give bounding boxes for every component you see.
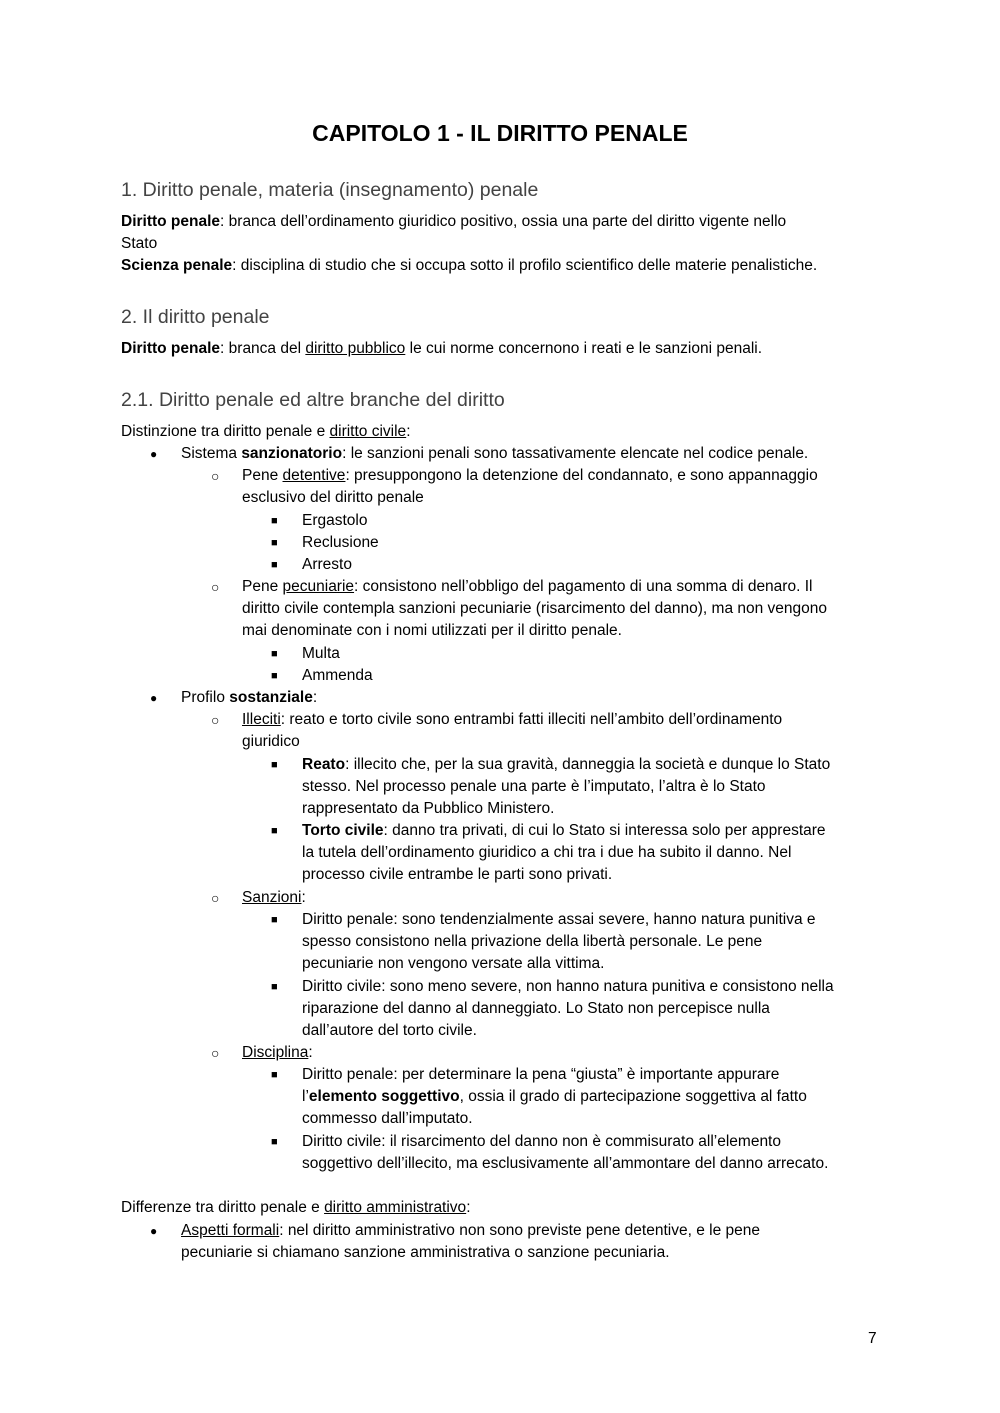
list-item-ergastolo: Ergastolo	[302, 512, 368, 529]
list-item-reclusione: Reclusione	[302, 534, 379, 551]
list-item-disciplina: Disciplina:	[242, 1044, 313, 1061]
list-item-continuation: commesso dall’imputato.	[302, 1110, 473, 1127]
square-bullet-icon: ■	[271, 648, 278, 660]
disc-bullet-icon: ●	[150, 447, 158, 461]
list-item-disciplina-penale: Diritto penale: per determinare la pena “giusta” è importante appurare	[302, 1066, 780, 1083]
list-item-continuation: esclusivo del diritto penale	[242, 489, 424, 506]
paragraph-scienza-penale: Scienza penale: disciplina di studio che si occupa sotto il profilo scientifico delle materie penalistiche.	[121, 257, 818, 274]
term-scienza-penale: Scienza penale	[121, 257, 233, 274]
underlined-term: diritto pubblico	[305, 340, 406, 357]
section-heading-1: 1. Diritto penale, materia (insegnamento) penale	[121, 179, 539, 201]
chapter-title: CAPITOLO 1 - IL DIRITTO PENALE	[312, 120, 688, 146]
list-item-continuation: spesso consistono nella privazione della libertà personale. Le pene	[302, 933, 763, 950]
list-item-continuation: pecuniarie si chiamano sanzione amministrativa o sanzione pecuniaria.	[181, 1244, 670, 1261]
list-item-continuation: dall’autore del torto civile.	[302, 1022, 477, 1039]
list-item-continuation: stesso. Nel processo penale una parte è l’imputato, l’altra è lo Stato	[302, 778, 766, 795]
circle-bullet-icon: ○	[211, 579, 220, 595]
list-item-ammenda: Ammenda	[302, 667, 373, 684]
list-item-continuation: processo civile entrambe le parti sono privati.	[302, 866, 613, 883]
intro-diritto-civile: Distinzione tra diritto penale e diritto civile:	[121, 423, 411, 440]
square-bullet-icon: ■	[271, 537, 278, 549]
list-item-continuation: rappresentato da Pubblico Ministero.	[302, 800, 555, 817]
square-bullet-icon: ■	[271, 559, 278, 571]
page-number: 7	[868, 1330, 877, 1347]
list-item-continuation: diritto civile contempla sanzioni pecuniarie (risarcimento del danno), ma non vengono	[242, 600, 828, 617]
square-bullet-icon: ■	[271, 914, 278, 926]
square-bullet-icon: ■	[271, 1069, 278, 1081]
list-item-continuation: pecuniarie non vengono versate alla vittima.	[302, 955, 605, 972]
square-bullet-icon: ■	[271, 1136, 278, 1148]
list-item-sanzioni: Sanzioni:	[242, 889, 306, 906]
list-item-profilo: Profilo sostanziale:	[181, 689, 318, 706]
list-item-aspetti-formali: Aspetti formali: nel diritto amministrativo non sono previste pene detentive, e le pene	[181, 1222, 760, 1239]
paragraph-continuation: Stato	[121, 235, 158, 252]
list-item-continuation: giuridico	[242, 733, 300, 750]
square-bullet-icon: ■	[271, 515, 278, 527]
section-heading-2: 2. Il diritto penale	[121, 306, 270, 328]
term-diritto-penale: Diritto penale	[121, 213, 221, 230]
square-bullet-icon: ■	[271, 670, 278, 682]
paragraph-diritto-pubblico: Diritto penale: branca del diritto pubblico le cui norme concernono i reati e le sanzioni penali.	[121, 340, 763, 357]
list-item-continuation: soggettivo dell’illecito, ma esclusivamente all’ammontare del danno arrecato.	[302, 1155, 829, 1172]
list-item-sanzioni-civile: Diritto civile: sono meno severe, non hanno natura punitiva e consistono nella	[302, 978, 834, 995]
list-item-continuation: mai denominate con i nomi utilizzati per il diritto penale.	[242, 622, 622, 639]
disc-bullet-icon: ●	[150, 1224, 158, 1238]
circle-bullet-icon: ○	[211, 468, 220, 484]
disc-bullet-icon: ●	[150, 691, 158, 705]
list-item-arresto: Arresto	[302, 556, 352, 573]
list-item-sanzioni-penale: Diritto penale: sono tendenzialmente assai severe, hanno natura punitiva e	[302, 911, 816, 928]
square-bullet-icon: ■	[271, 825, 278, 837]
circle-bullet-icon: ○	[211, 890, 220, 906]
circle-bullet-icon: ○	[211, 1045, 220, 1061]
list-item-continuation: la tutela dell’ordinamento giuridico a chi tra i due ha subito il danno. Nel	[302, 844, 792, 861]
paragraph-diritto-penale: Diritto penale: branca dell’ordinamento giuridico positivo, ossia una parte del diritto vigente nello	[121, 213, 787, 230]
list-item-continuation: l’elemento soggettivo, ossia il grado di partecipazione soggettiva al fatto	[302, 1088, 807, 1105]
list-item-sistema: Sistema sanzionatorio: le sanzioni penali sono tassativamente elencate nel codice penale.	[181, 445, 809, 462]
circle-bullet-icon: ○	[211, 712, 220, 728]
list-item-multa: Multa	[302, 645, 340, 662]
section-heading-2-1: 2.1. Diritto penale ed altre branche del diritto	[121, 389, 505, 411]
list-item-continuation: riparazione del danno al danneggiato. Lo Stato non percepisce nulla	[302, 1000, 770, 1017]
list-item-pene-pecuniarie: Pene pecuniarie: consistono nell’obbligo del pagamento di una somma di denaro. Il	[242, 578, 813, 595]
list-item-disciplina-civile: Diritto civile: il risarcimento del danno non è commisurato all’elemento	[302, 1133, 781, 1150]
list-item-illeciti: Illeciti: reato e torto civile sono entrambi fatti illeciti nell’ambito dell’ordinamento	[242, 711, 783, 728]
list-item-reato: Reato: illecito che, per la sua gravità, danneggia la società e dunque lo Stato	[302, 756, 831, 773]
intro-diritto-amministrativo: Differenze tra diritto penale e diritto amministrativo:	[121, 1199, 471, 1216]
list-item-pene-detentive: Pene detentive: presuppongono la detenzione del condannato, e sono appannaggio	[242, 467, 818, 484]
square-bullet-icon: ■	[271, 981, 278, 993]
square-bullet-icon: ■	[271, 759, 278, 771]
list-item-torto-civile: Torto civile: danno tra privati, di cui lo Stato si interessa solo per apprestare	[302, 822, 826, 839]
